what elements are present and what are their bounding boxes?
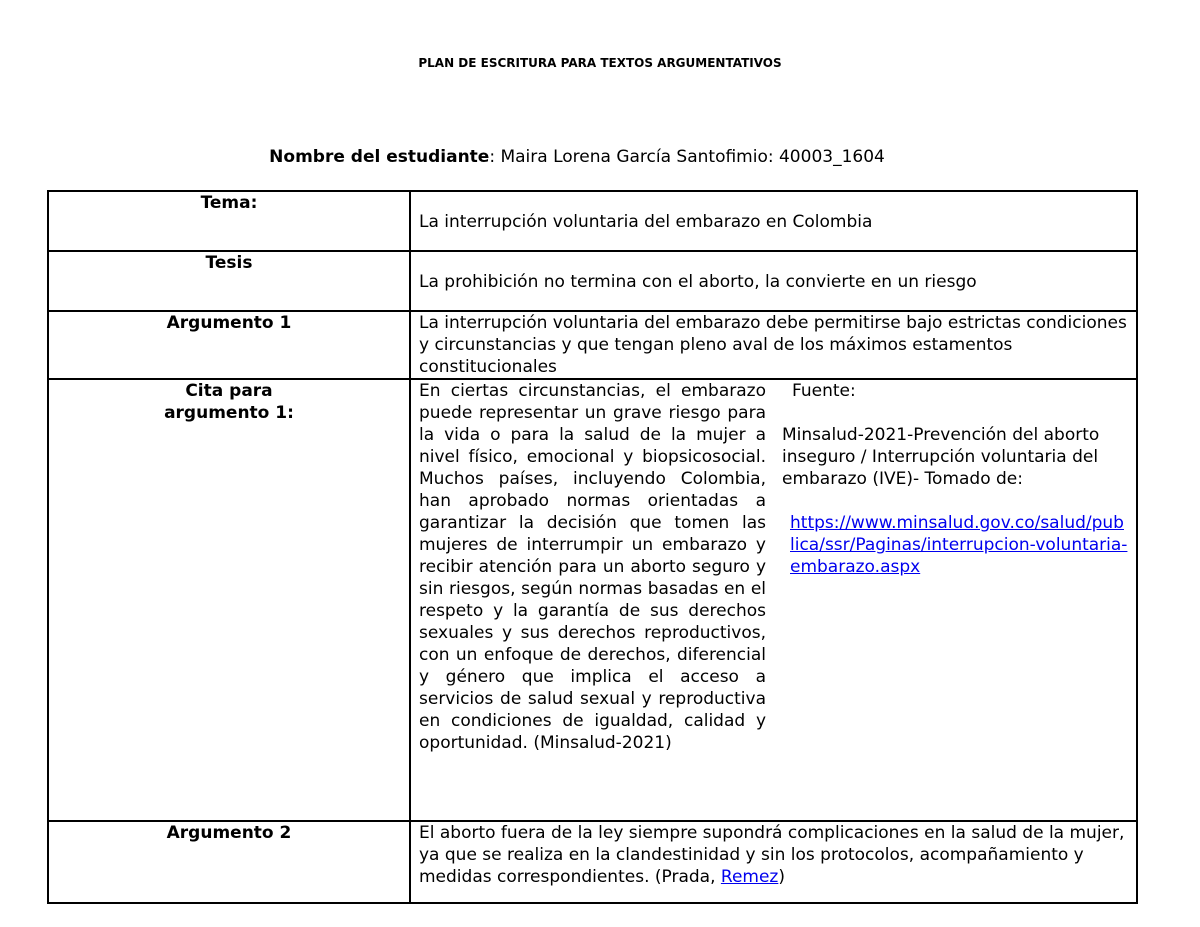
student-name-value: : Maira Lorena García Santofimio: 40003_1604 xyxy=(489,147,885,167)
table-row-argumento-2 xyxy=(48,821,1137,903)
argumento-2-cell xyxy=(410,821,1137,903)
cita-label-text: Cita para argumento 1: xyxy=(164,381,294,423)
argumento-1-value: La interrupción voluntaria del embarazo debe permitirse bajo estrictas condiciones y circunstancias y que tengan pleno aval de los máximos estamentos constitucionales xyxy=(410,311,1137,379)
tema-label: Tema: xyxy=(48,191,410,251)
source-text: Minsalud-2021-Prevención del aborto inseguro / Interrupción voluntaria del embarazo (IVE)- Tomado de: xyxy=(782,425,1100,489)
tema-cell xyxy=(410,191,1137,251)
argumento-2-label: Argumento 2 xyxy=(48,821,410,903)
argumento-2-suffix: ) xyxy=(778,867,785,887)
cita-inner-table xyxy=(411,380,1136,820)
source-link[interactable]: https://www.minsalud.gov.co/salud/publica/ssr/Paginas/interrupcion-voluntaria-embarazo.aspx xyxy=(790,513,1128,577)
cita-quote: En ciertas circunstancias, el embarazo puede representar un grave riesgo para la vida o para la salud de la mujer a nivel físico, emocional y biopsicosocial. Muchos países, incluyendo Colombia, han aprobado normas orientadas a garantizar la decisión que tomen las mujeres de interrumpir un embarazo y recibir atención para un aborto seguro y sin riesgos, según normas basadas en el respeto y la garantía de sus derechos sexuales y sus derechos reproductivos, con un enfoque de derechos, diferencial y género que implica el acceso a servicios de salud sexual y reproductiva en condiciones de igualdad, calidad y oportunidad. (Minsalud-2021) xyxy=(419,381,766,753)
table-row-tema xyxy=(48,191,1137,251)
table-row-tesis xyxy=(48,251,1137,311)
cita-cell xyxy=(410,379,1137,821)
argumento-1-label: Argumento 1 xyxy=(48,311,410,379)
table-row-cita-argumento-1 xyxy=(48,379,1137,821)
tema-value: La interrupción voluntaria del embarazo en Colombia xyxy=(419,212,873,232)
table-row-argumento-1 xyxy=(48,311,1137,379)
student-name-label: Nombre del estudiante xyxy=(269,147,490,167)
source-label: Fuente: xyxy=(792,381,856,401)
remez-link[interactable]: Remez xyxy=(720,867,779,887)
student-name-line xyxy=(0,147,1154,167)
writing-plan-table xyxy=(47,190,1138,904)
tesis-label: Tesis xyxy=(48,251,410,311)
tesis-value: La prohibición no termina con el aborto, la convierte en un riesgo xyxy=(419,272,977,292)
argumento-2-value: El aborto fuera de la ley siempre supondrá complicaciones en la salud de la mujer, ya que se realiza en la clandestinidad y sin los protocolos, acompañamiento y medidas correspondientes. (Prada, xyxy=(419,823,1125,887)
cita-argumento-1-label xyxy=(48,379,410,821)
document-title: PLAN DE ESCRITURA PARA TEXTOS ARGUMENTATIVOS xyxy=(418,56,782,70)
cita-source xyxy=(774,380,1136,820)
tesis-cell xyxy=(410,251,1137,311)
